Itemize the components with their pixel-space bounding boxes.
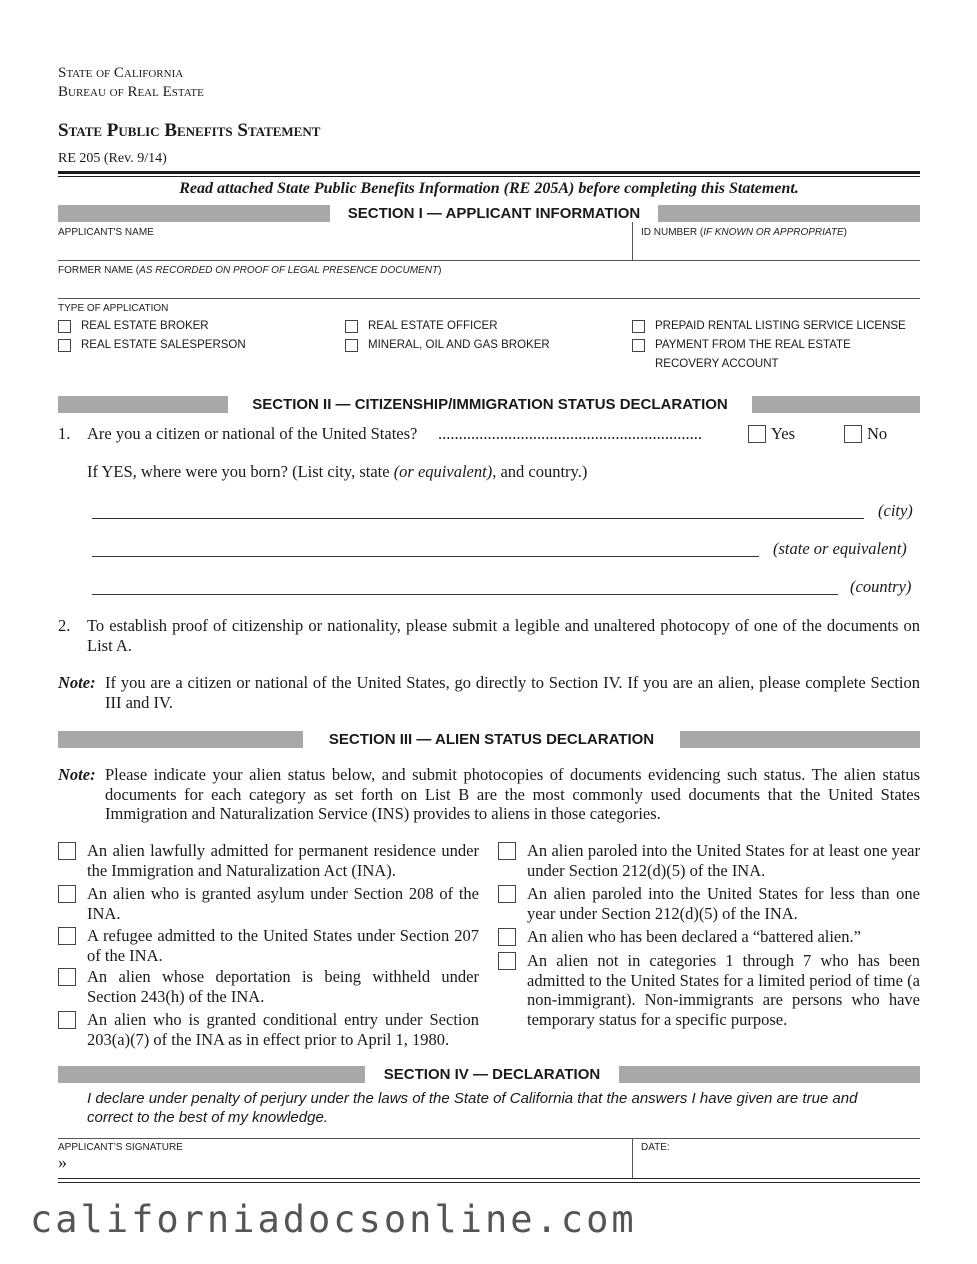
section-3-heading: SECTION III — ALIEN STATUS DECLARATION <box>303 731 680 748</box>
alien-status-checkbox[interactable] <box>58 842 76 860</box>
state-name: State of California <box>58 65 184 81</box>
q1-text: Are you a citizen or national of the United States? <box>87 424 418 443</box>
q1-number: 1. <box>58 424 71 443</box>
yes-label: Yes <box>771 424 796 443</box>
q2-number: 2. <box>58 616 71 635</box>
id-number-field[interactable] <box>641 238 920 260</box>
officer-checkbox[interactable] <box>345 320 358 333</box>
state-line[interactable] <box>92 556 759 557</box>
alien-status-checkbox[interactable] <box>58 968 76 986</box>
section-1-heading: SECTION I — APPLICANT INFORMATION <box>330 205 658 222</box>
application-type-label: TYPE OF APPLICATION <box>58 303 169 314</box>
salesperson-option-label: REAL ESTATE SALESPERSON <box>81 339 246 351</box>
alien-status-option: An alien whose deportation is being withheld under Section 243(h) of the INA. <box>87 967 479 1006</box>
citizen-no-checkbox[interactable] <box>844 425 862 443</box>
field-divider <box>632 222 633 260</box>
alien-status-option: An alien paroled into the United States for at least one year under Section 212(d)(5) of the INA. <box>527 841 920 880</box>
section-4-heading: SECTION IV — DECLARATION <box>365 1066 619 1083</box>
bottom-rule <box>58 1178 920 1179</box>
alien-status-option: An alien who is granted asylum under Section 208 of the INA. <box>87 884 479 923</box>
bureau-name: Bureau of Real Estate <box>58 84 204 100</box>
top-rule <box>58 171 920 174</box>
broker-checkbox[interactable] <box>58 320 71 333</box>
citizen-yes-checkbox[interactable] <box>748 425 766 443</box>
signature-mark: » <box>58 1152 67 1172</box>
id-number-label: ID NUMBER (IF KNOWN OR APPROPRIATE) <box>641 227 847 238</box>
signature-field[interactable] <box>75 1152 630 1177</box>
note-label: Note: <box>58 765 96 784</box>
prepaid-rental-checkbox[interactable] <box>632 320 645 333</box>
form-number: RE 205 (Rev. 9/14) <box>58 151 167 166</box>
note-label: Note: <box>58 673 96 692</box>
form-title: State Public Benefits Statement <box>58 120 321 141</box>
birthplace-prompt: If YES, where were you born? (List city, state (or equivalent), and country.) <box>87 462 588 481</box>
alien-status-option: An alien paroled into the United States for less than one year under Section 212(d)(5) of the INA. <box>527 884 920 923</box>
broker-option-label: REAL ESTATE BROKER <box>81 320 209 332</box>
alien-status-checkbox[interactable] <box>498 885 516 903</box>
former-name-label: FORMER NAME (AS RECORDED ON PROOF OF LEGAL PRESENCE DOCUMENT) <box>58 265 442 276</box>
state-label: (state or equivalent) <box>773 539 907 558</box>
row-rule <box>58 1138 920 1139</box>
section-2-heading: SECTION II — CITIZENSHIP/IMMIGRATION STATUS DECLARATION <box>228 396 752 413</box>
declaration-text: I declare under penalty of perjury under the laws of the State of California that the answers I have given are true and correct to the best of my knowledge. <box>87 1090 858 1126</box>
recovery-account-option-label: PAYMENT FROM THE REAL ESTATE <box>655 339 851 351</box>
q1-leader-dots: ................................................................ <box>438 424 702 443</box>
recovery-account-option-label-2: RECOVERY ACCOUNT <box>655 358 779 370</box>
alien-status-option: A refugee admitted to the United States under Section 207 of the INA. <box>87 926 479 965</box>
field-divider <box>632 1138 633 1178</box>
alien-status-checkbox[interactable] <box>58 885 76 903</box>
alien-note-text: Please indicate your alien status below, and submit photocopies of documents evidencing such status. The alien status documents for each category as set forth on List B are the most commonly used documents that the United States Immigration and Naturalization Service (INS) provides to aliens in those categories. <box>105 765 920 823</box>
prepaid-rental-option-label: PREPAID RENTAL LISTING SERVICE LICENSE <box>655 320 906 332</box>
alien-status-checkbox[interactable] <box>58 1011 76 1029</box>
note-text: If you are a citizen or national of the United States, go directly to Section IV. If you are an alien, please complete Section III and IV. <box>105 673 920 712</box>
alien-status-checkbox[interactable] <box>498 952 516 970</box>
section-1-bar <box>58 205 920 222</box>
applicant-name-label: APPLICANT'S NAME <box>58 227 154 238</box>
alien-status-checkbox[interactable] <box>498 842 516 860</box>
alien-status-option: An alien who has been declared a “battered alien.” <box>527 927 861 946</box>
bottom-rule <box>58 1182 920 1183</box>
no-label: No <box>867 424 888 443</box>
section-2-bar <box>58 396 920 413</box>
alien-status-checkbox[interactable] <box>498 928 516 946</box>
alien-status-option: An alien not in categories 1 through 7 who has been admitted to the United States for a limited period of time (a non-immigrant). Non-immigrants are persons who have temporary status for a specific purpose. <box>527 951 920 1029</box>
signature-label: APPLICANT’S SIGNATURE <box>58 1142 183 1153</box>
country-line[interactable] <box>92 594 838 595</box>
row-rule <box>58 260 920 261</box>
date-label: DATE: <box>641 1142 670 1153</box>
city-line[interactable] <box>92 518 864 519</box>
row-rule <box>58 298 920 299</box>
officer-option-label: REAL ESTATE OFFICER <box>368 320 498 332</box>
date-field[interactable] <box>641 1154 920 1177</box>
mineral-broker-option-label: MINERAL, OIL AND GAS BROKER <box>368 339 550 351</box>
recovery-account-checkbox[interactable] <box>632 339 645 352</box>
city-label: (city) <box>878 501 913 520</box>
section-3-bar <box>58 731 920 748</box>
q2-text: To establish proof of citizenship or nationality, please submit a legible and unaltered photocopy of one of the documents on List A. <box>87 616 920 655</box>
country-label: (country) <box>850 577 912 596</box>
alien-status-option: An alien lawfully admitted for permanent residence under the Immigration and Naturalization Act (INA). <box>87 841 479 880</box>
watermark-text: californiadocsonline.com <box>30 1198 637 1241</box>
former-name-field[interactable] <box>58 277 920 298</box>
salesperson-checkbox[interactable] <box>58 339 71 352</box>
mineral-broker-checkbox[interactable] <box>345 339 358 352</box>
alien-status-checkbox[interactable] <box>58 927 76 945</box>
top-rule-thin <box>58 176 920 177</box>
instruction-text: Read attached State Public Benefits Information (RE 205A) before completing this Statement. <box>179 180 799 197</box>
section-4-bar <box>58 1066 920 1083</box>
applicant-name-field[interactable] <box>58 238 631 260</box>
alien-status-option: An alien who is granted conditional entry under Section 203(a)(7) of the INA as in effect prior to April 1, 1980. <box>87 1010 479 1049</box>
